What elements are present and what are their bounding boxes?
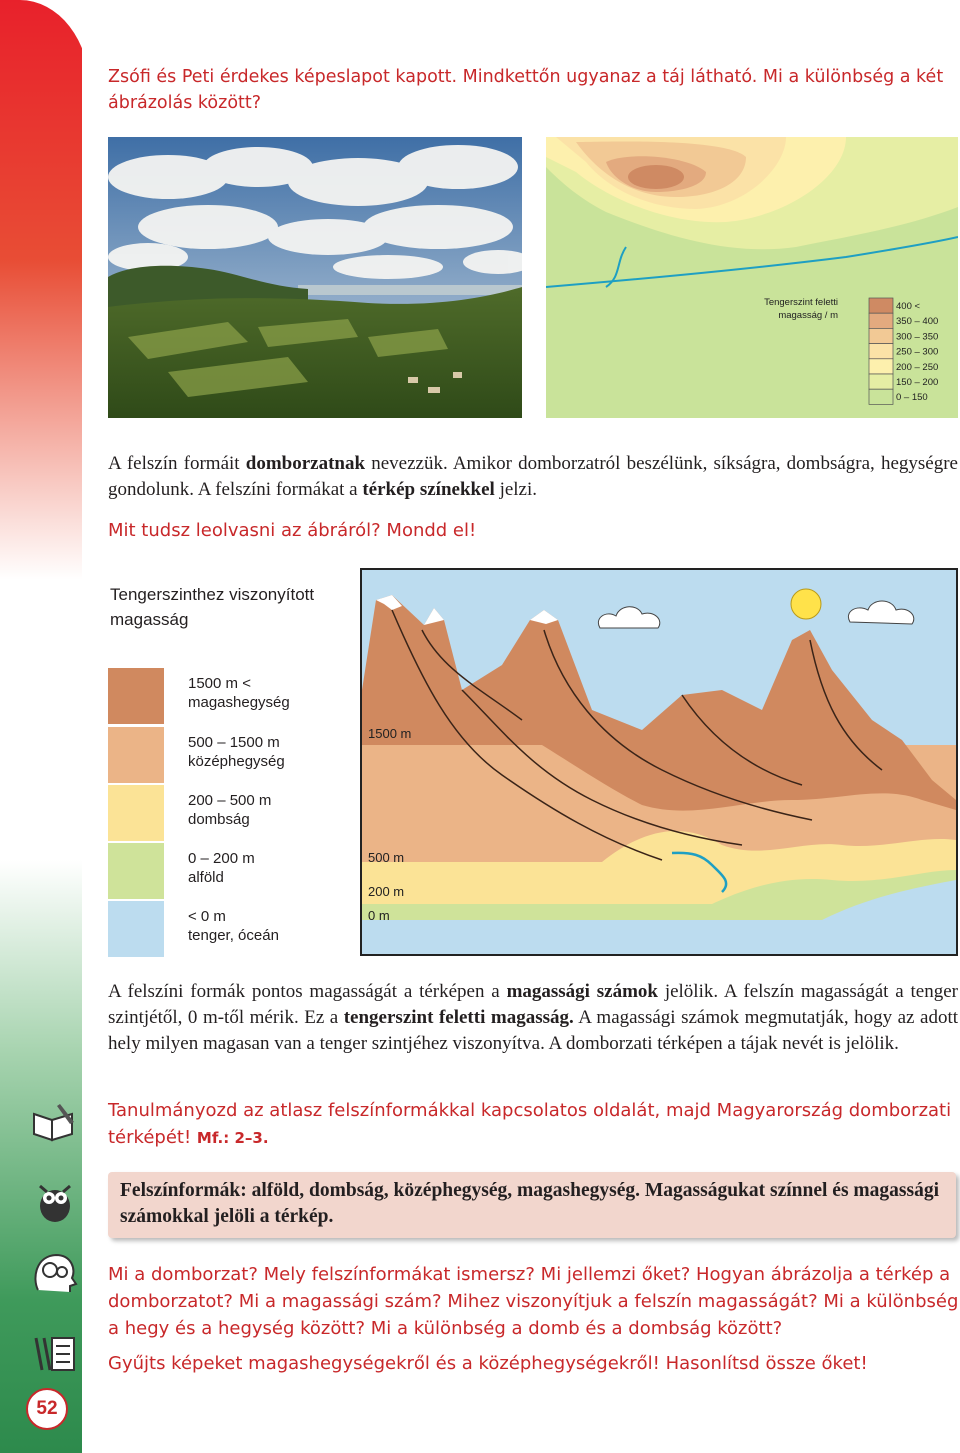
map-legend-swatch (869, 313, 893, 328)
elevation-legend-item (108, 901, 348, 957)
question-read-figure: Mit tudsz leolvasni az ábráról? Mondd el! (108, 520, 477, 541)
book-pencil-icon (30, 1100, 80, 1144)
text-span: A felszín formáit (108, 453, 246, 474)
map-legend-swatch (869, 359, 893, 374)
elevation-legend-swatch (108, 668, 164, 724)
review-questions: Mi a domborzat? Mely felszínformákat ismersz? Mi jellemzi őket? Hogyan ábrázolja a térkép a domborzatot? Mi a magassági szám? Mihez viszonyítjuk a felszín magasságát? Mi a különbség a hegy és a hegység között? Mi a különbség a domb és a dombság között? (108, 1264, 959, 1339)
label-1500m: 1500 m (368, 726, 412, 741)
map-legend-swatch (869, 374, 893, 389)
elevation-legend-label: 1500 m < magashegység (188, 675, 290, 711)
elevation-profile-diagram (360, 568, 958, 956)
paragraph-domborzat (108, 451, 958, 503)
profile-drawing (362, 570, 956, 954)
bold-term: magassági számok (506, 981, 658, 1002)
label-200m: 200 m (368, 884, 405, 899)
text-span: A felszíni formák pontos magasságát a térképen a (108, 981, 507, 1002)
page-number: 52 (26, 1388, 68, 1430)
label-0m: 0 m (368, 908, 390, 923)
label-500m: 500 m (368, 850, 405, 865)
elevation-legend-swatch (108, 843, 164, 899)
elevation-legend-swatch (108, 901, 164, 957)
map-legend-swatch (869, 298, 893, 313)
elevation-legend-item (108, 668, 348, 724)
elevation-legend-swatch (108, 727, 164, 783)
paragraph-magassagi-szamok (108, 979, 958, 1057)
bold-term: tengerszint feletti magasság. (343, 1007, 574, 1028)
map-legend-swatch (869, 389, 893, 404)
sidebar-stripe (0, 0, 90, 1453)
map-legend-label: 200 – 250 (896, 361, 939, 373)
bold-term: domborzatnak (245, 453, 366, 474)
map-legend-label: 0 – 150 (896, 392, 928, 404)
map-legend-label: 150 – 200 (896, 377, 939, 388)
bold-term: térkép színekkel (362, 479, 495, 500)
sidebar-gap (82, 0, 92, 1453)
map-legend-label: 300 – 350 (896, 331, 939, 343)
intro-question: Zsófi és Peti érdekes képeslapot kapott. Mindkettőn ugyanaz a táj látható. Mi a különbség a két ábrázolás között? (108, 67, 944, 113)
task-text: Tanulmányozd az atlasz felszínformákkal kapcsolatos oldalát, majd Magyarország domborzati térképét! (108, 1100, 952, 1148)
elevation-legend-swatch (108, 785, 164, 841)
map-legend-label: 400 < (896, 301, 921, 312)
text-span: A magassági számok megmutatják, hogy az adott hely milyen magasan van a tenger szintjéhez viszonyítva. A domborzati térképen a tájak nevét is jelölik. (108, 1007, 959, 1054)
head-gear-icon (30, 1250, 80, 1294)
map-legend-swatch (869, 328, 893, 343)
elevation-legend-item (108, 727, 348, 783)
elevation-legend-item (108, 843, 348, 899)
elevation-legend-label: 500 – 1500 m középhegység (188, 734, 285, 770)
atlas-task (108, 1097, 958, 1152)
map-legend-label: 250 – 300 (896, 346, 939, 358)
summary-box (108, 1172, 956, 1238)
map-legend-swatch (869, 344, 893, 359)
text-span: jelzi. (494, 479, 538, 500)
elevation-legend-label: 200 – 500 m dombság (188, 792, 272, 828)
map-legend-label: 350 – 400 (896, 316, 939, 328)
notebook-icon (30, 1330, 80, 1374)
elevation-legend-label: 0 – 200 m alföld (188, 850, 255, 886)
map-legend-title-2: magasság / m (778, 310, 838, 321)
landscape-photo (108, 137, 522, 418)
summary-text: Felszínformák: alföld, dombság, középhegység, magashegység. Magasságukat színnel és magassági számokkal jelöli a térkép. (120, 1180, 940, 1227)
text-span: jelölik. A felszín magasságát a tenger szintjétől, 0 m-től mérik. Ez a (108, 981, 958, 1028)
owl-icon (30, 1180, 80, 1224)
topographic-map (546, 137, 958, 418)
homework-task: Gyűjts képeket magashegységekről és a középhegységekről! Hasonlítsd össze őket! (108, 1353, 868, 1374)
elevation-legend-item (108, 785, 348, 841)
workbook-reference: Mf.: 2–3. (196, 1129, 269, 1147)
text-span: nevezzük. Amikor domborzatról beszélünk, síkságra, dombságra, hegységre gondolunk. A felszíni formákat a (108, 453, 958, 500)
map-legend-title-1: Tengerszint feletti (764, 297, 838, 308)
elevation-legend-title: Tengerszinthez viszonyított magasság (110, 585, 315, 629)
elevation-legend-label: < 0 m tenger, óceán (188, 908, 279, 944)
